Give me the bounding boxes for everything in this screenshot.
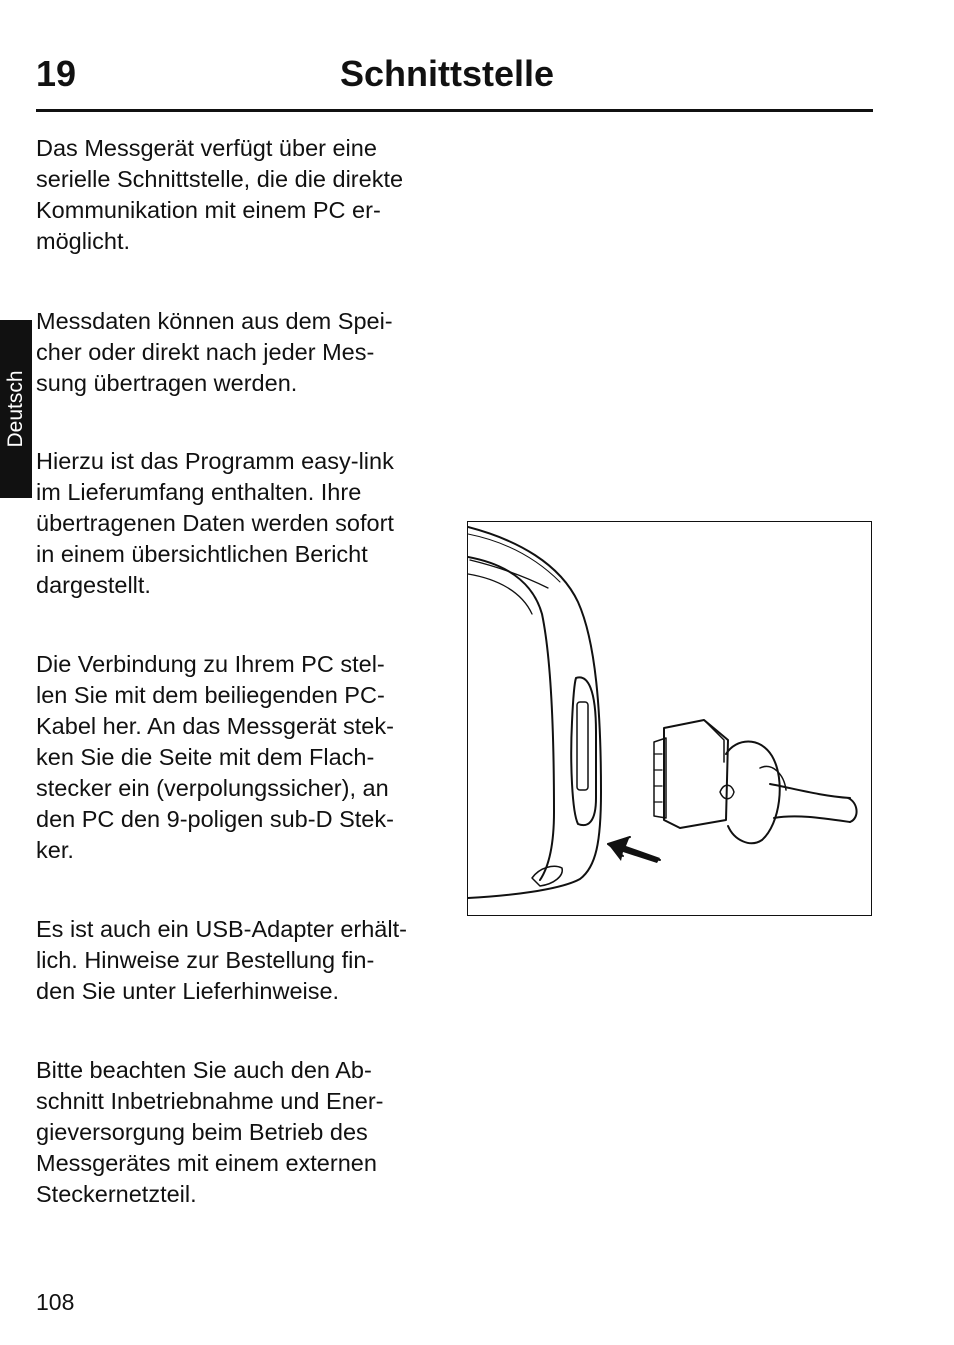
paragraph-power-note: Bitte beachten Sie auch den Ab- schnitt Inbetriebnahme und Ener- gieversorgung beim Betrieb des Messgerätes mit einem externen Steckernetzteil.: [36, 1057, 384, 1207]
page-title: Schnittstelle: [340, 53, 555, 94]
language-tab: [0, 320, 32, 498]
page-number: 108: [36, 1289, 75, 1315]
language-tab-label: Deutsch: [4, 370, 27, 448]
paragraph-connection: Die Verbindung zu Ihrem PC stel- len Sie mit dem beiliegenden PC- Kabel her. An das Messgerät stek- ken Sie die Seite mit dem Flach- stecker ein (verpolungssicher), an den PC den 9-poligen sub-D Stek- ker.: [36, 651, 394, 863]
connector-illustration: [467, 521, 872, 916]
paragraph-intro: Das Messgerät verfügt über eine serielle Schnittstelle, die die direkte Kommunikation mit einem PC er- möglicht.: [36, 135, 404, 254]
paragraph-data-transfer: Messdaten können aus dem Spei- cher oder direkt nach jeder Mes- sung übertragen werden.: [36, 308, 393, 396]
header-rule: [36, 109, 873, 112]
device-and-plug-drawing: [468, 522, 871, 915]
chapter-number: 19: [36, 53, 77, 94]
paragraph-software: Hierzu ist das Programm easy-link im Lieferumfang enthalten. Ihre übertragenen Daten werden sofort in einem übersichtlichen Bericht dargestellt.: [36, 448, 394, 598]
paragraph-usb-adapter: Es ist auch ein USB-Adapter erhält- lich. Hinweise zur Bestellung fin- den Sie unter Lieferhinweise.: [36, 916, 407, 1004]
